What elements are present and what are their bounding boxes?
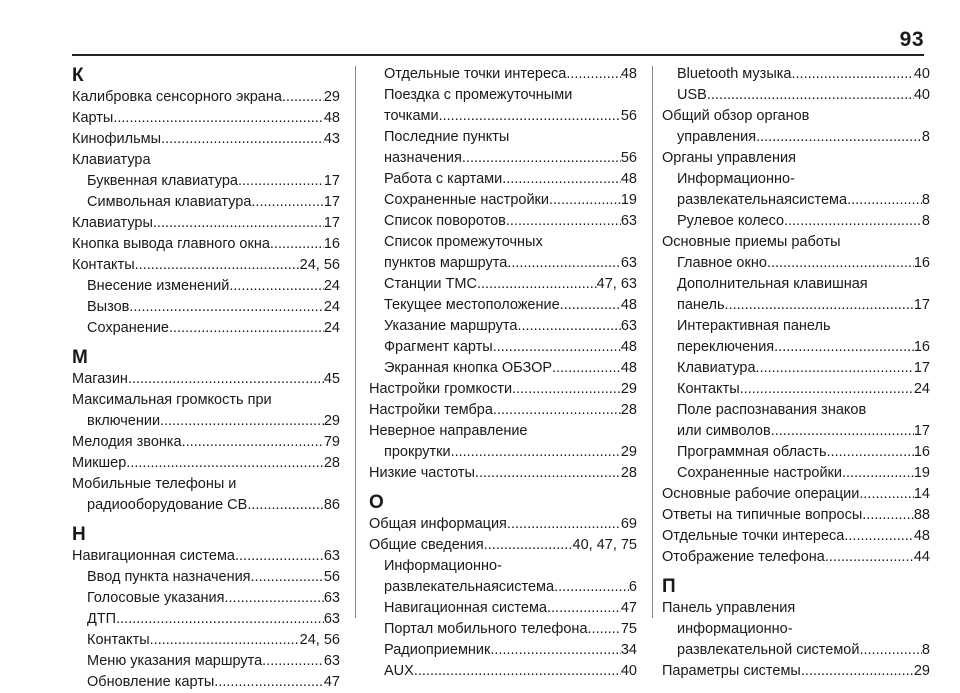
index-column-1	[72, 64, 340, 693]
entry-page-ref: 8	[921, 129, 930, 145]
entry-label: Станции TMC	[384, 276, 477, 292]
entry-page-ref: 17	[913, 360, 930, 376]
index-entry	[662, 253, 930, 274]
entry-page-ref: 48	[620, 171, 637, 187]
entry-label: Настройки громкости	[369, 381, 513, 397]
entry-label: Навигационная система	[384, 600, 547, 616]
section-letter: М	[72, 347, 88, 368]
dot-leader	[214, 672, 324, 693]
entry-page-ref: 16	[913, 255, 930, 271]
entry-page-ref: 40	[913, 66, 930, 82]
entry-page-ref: 48	[620, 297, 637, 313]
entry-label: или символов	[677, 423, 771, 439]
index-entry	[662, 547, 930, 568]
entry-label: Ответы на типичные вопросы	[662, 507, 863, 523]
dot-leader	[517, 316, 620, 337]
entry-page-ref: 63	[323, 653, 340, 669]
index-column-2	[369, 64, 637, 682]
entry-page-ref: 29	[620, 381, 637, 397]
dot-leader	[756, 358, 914, 379]
dot-leader	[756, 127, 922, 148]
entry-label: радиооборудование СВ	[87, 497, 248, 513]
entry-page-ref: 29	[913, 663, 930, 679]
index-entry	[662, 661, 930, 682]
entry-label: Общая информация	[369, 516, 507, 532]
entry-page-ref: 48	[323, 110, 340, 126]
index-entry	[369, 400, 637, 421]
entry-label: Кинофильмы	[72, 131, 162, 147]
dot-leader	[161, 129, 324, 150]
entry-label: точками	[384, 108, 439, 124]
entry-page-ref: 24	[323, 320, 340, 336]
index-entry	[72, 297, 340, 318]
entry-page-ref: 40, 47, 75	[572, 537, 637, 553]
entry-page-ref: 16	[913, 339, 930, 355]
dot-leader	[507, 514, 621, 535]
dot-leader	[859, 640, 921, 661]
index-entry	[72, 588, 340, 609]
entry-page-ref: 24	[323, 278, 340, 294]
index-entry	[662, 337, 930, 358]
entry-label: ДТП	[87, 611, 117, 627]
dot-leader	[160, 411, 324, 432]
entry-page-ref: 24, 56	[299, 257, 340, 273]
dot-leader	[439, 106, 621, 127]
entry-label: Программная область	[677, 444, 827, 460]
index-entry	[369, 514, 637, 535]
entry-page-ref: 75	[620, 621, 637, 637]
index-entry	[369, 337, 637, 358]
dot-leader	[566, 64, 620, 85]
index-entry	[369, 316, 637, 337]
entry-page-ref: 40	[620, 663, 637, 679]
entry-page-ref: 14	[913, 486, 930, 502]
entry-label: Фрагмент карты	[384, 339, 493, 355]
entry-page-ref: 47	[620, 600, 637, 616]
dot-leader	[549, 190, 621, 211]
dot-leader	[116, 609, 324, 630]
dot-leader	[229, 276, 324, 297]
entry-label: Внесение изменений	[87, 278, 230, 294]
index-entry	[72, 432, 340, 453]
index-heading: Последние пункты	[384, 129, 510, 145]
dot-leader	[251, 192, 323, 213]
index-entry	[662, 463, 930, 484]
entry-label: назначения	[384, 150, 462, 166]
dot-leader	[169, 318, 324, 339]
index-entry	[369, 169, 637, 190]
entry-label: Калибровка сенсорного экрана	[72, 89, 282, 105]
entry-page-ref: 63	[323, 611, 340, 627]
entry-page-ref: 6	[628, 579, 637, 595]
entry-page-ref: 16	[323, 236, 340, 252]
dot-leader	[588, 619, 621, 640]
entry-page-ref: 47, 63	[596, 276, 637, 292]
entry-label: Портал мобильного телефона	[384, 621, 588, 637]
dot-leader	[502, 169, 621, 190]
dot-leader	[484, 535, 573, 556]
entry-label: Кнопка вывода главного окна	[72, 236, 270, 252]
index-heading: Клавиатура	[72, 152, 151, 168]
section-letter: Н	[72, 524, 86, 545]
index-entry	[72, 108, 340, 129]
index-entry	[369, 211, 637, 232]
entry-label: Текущее местоположение	[384, 297, 560, 313]
index-entry	[72, 651, 340, 672]
index-entry	[369, 379, 637, 400]
entry-page-ref: 45	[323, 371, 340, 387]
dot-leader	[507, 253, 621, 274]
index-entry	[72, 546, 340, 567]
index-entry	[662, 421, 930, 442]
index-entry	[72, 255, 340, 276]
entry-page-ref: 24	[323, 299, 340, 315]
index-entry	[662, 85, 930, 106]
entry-page-ref: 19	[913, 465, 930, 481]
entry-page-ref: 69	[620, 516, 637, 532]
dot-leader	[153, 213, 324, 234]
entry-label: Отображение телефона	[662, 549, 825, 565]
entry-label: Контакты	[677, 381, 740, 397]
dot-leader	[477, 274, 597, 295]
dot-leader	[774, 337, 914, 358]
entry-label: Навигационная система	[72, 548, 235, 564]
entry-page-ref: 48	[620, 66, 637, 82]
entry-page-ref: 17	[323, 194, 340, 210]
index-heading: Информационно-	[677, 171, 795, 187]
dot-leader	[707, 85, 914, 106]
entry-page-ref: 34	[620, 642, 637, 658]
entry-page-ref: 88	[913, 507, 930, 523]
dot-leader	[182, 432, 324, 453]
index-entry	[72, 411, 340, 432]
entry-page-ref: 28	[323, 455, 340, 471]
entry-label: развлекательной системой	[677, 642, 860, 658]
index-heading: Мобильные телефоны и	[72, 476, 237, 492]
dot-leader	[801, 661, 914, 682]
dot-leader	[493, 400, 621, 421]
dot-leader	[725, 295, 914, 316]
entry-page-ref: 48	[620, 360, 637, 376]
entry-label: Сохранение	[87, 320, 169, 336]
entry-page-ref: 8	[921, 192, 930, 208]
index-entry	[369, 535, 637, 556]
entry-page-ref: 63	[620, 255, 637, 271]
entry-page-ref: 24, 56	[299, 632, 340, 648]
entry-label: Главное окно	[677, 255, 767, 271]
entry-page-ref: 17	[323, 215, 340, 231]
index-entry	[662, 64, 930, 85]
entry-page-ref: 17	[913, 297, 930, 313]
entry-page-ref: 17	[913, 423, 930, 439]
index-entry	[662, 190, 930, 211]
entry-label: Низкие частоты	[369, 465, 475, 481]
dot-leader	[150, 630, 300, 651]
entry-label: Магазин	[72, 371, 128, 387]
entry-label: Bluetooth музыка	[677, 66, 792, 82]
entry-label: включении	[87, 413, 161, 429]
dot-leader	[129, 297, 324, 318]
entry-label: Ввод пункта назначения	[87, 569, 251, 585]
entry-page-ref: 63	[620, 213, 637, 229]
dot-leader	[270, 234, 324, 255]
index-entry	[369, 253, 637, 274]
index-heading: Максимальная громкость при	[72, 392, 272, 408]
dot-leader	[842, 463, 914, 484]
index-entry	[662, 442, 930, 463]
dot-leader	[825, 547, 914, 568]
index-entry	[72, 213, 340, 234]
index-entry	[72, 171, 340, 192]
dot-leader	[493, 337, 621, 358]
page-number: 93	[899, 28, 924, 51]
dot-leader	[282, 87, 324, 108]
entry-label: Общие сведения	[369, 537, 484, 553]
entry-page-ref: 63	[620, 318, 637, 334]
entry-page-ref: 48	[620, 339, 637, 355]
entry-label: Клавиатуры	[72, 215, 153, 231]
entry-label: Параметры системы	[662, 663, 801, 679]
dot-leader	[554, 577, 629, 598]
header-rule	[72, 54, 924, 56]
entry-page-ref: 43	[323, 131, 340, 147]
index-entry	[369, 295, 637, 316]
entry-label: переключения	[677, 339, 775, 355]
entry-page-ref: 8	[921, 213, 930, 229]
index-heading: Список промежуточных	[384, 234, 543, 250]
entry-label: Сохраненные настройки	[384, 192, 549, 208]
entry-label: Работа с картами	[384, 171, 503, 187]
section-letter: О	[369, 492, 384, 513]
dot-leader	[235, 546, 324, 567]
index-heading: информационно-	[677, 621, 793, 637]
index-entry	[369, 190, 637, 211]
entry-page-ref: 29	[323, 413, 340, 429]
entry-page-ref: 24	[913, 381, 930, 397]
entry-page-ref: 63	[323, 548, 340, 564]
entry-label: Рулевое колесо	[677, 213, 785, 229]
index-entry	[72, 318, 340, 339]
index-entry	[662, 127, 930, 148]
entry-page-ref: 29	[323, 89, 340, 105]
dot-leader	[844, 526, 913, 547]
dot-leader	[490, 640, 620, 661]
index-entry	[369, 640, 637, 661]
index-entry	[662, 379, 930, 400]
dot-leader	[847, 190, 922, 211]
index-entry	[369, 661, 637, 682]
index-entry	[369, 64, 637, 85]
entry-label: Контакты	[72, 257, 135, 273]
column-separator-2	[652, 66, 653, 618]
entry-page-ref: 47	[323, 674, 340, 690]
entry-label: Указание маршрута	[384, 318, 518, 334]
entry-label: Список поворотов	[384, 213, 506, 229]
index-entry	[369, 274, 637, 295]
index-entry	[72, 495, 340, 516]
entry-page-ref: 17	[323, 173, 340, 189]
entry-page-ref: 19	[620, 192, 637, 208]
dot-leader	[552, 358, 621, 379]
entry-label: Карты	[72, 110, 114, 126]
entry-label: Голосовые указания	[87, 590, 225, 606]
entry-label: панель	[677, 297, 725, 313]
index-column-3	[662, 64, 930, 682]
index-entry	[662, 295, 930, 316]
index-entry	[72, 567, 340, 588]
index-entry	[369, 106, 637, 127]
dot-leader	[827, 442, 914, 463]
dot-leader	[771, 421, 914, 442]
entry-label: управления	[677, 129, 757, 145]
entry-label: Отдельные точки интереса	[384, 66, 567, 82]
index-entry	[72, 672, 340, 693]
index-entry	[662, 211, 930, 232]
entry-label: Отдельные точки интереса	[662, 528, 845, 544]
entry-label: развлекательнаясистема	[384, 579, 555, 595]
dot-leader	[135, 255, 300, 276]
index-entry	[369, 619, 637, 640]
dot-leader	[225, 588, 324, 609]
index-entry	[662, 526, 930, 547]
entry-page-ref: 40	[913, 87, 930, 103]
entry-label: пунктов маршрута	[384, 255, 508, 271]
index-entry	[72, 192, 340, 213]
index-entry	[72, 369, 340, 390]
dot-leader	[740, 379, 914, 400]
entry-label: USB	[677, 87, 707, 103]
column-separator-1	[355, 66, 356, 618]
dot-leader	[560, 295, 621, 316]
index-entry	[369, 148, 637, 169]
index-entry	[72, 630, 340, 651]
entry-label: Контакты	[87, 632, 150, 648]
entry-page-ref: 79	[323, 434, 340, 450]
index-entry	[369, 463, 637, 484]
index-entry	[662, 358, 930, 379]
dot-leader	[238, 171, 324, 192]
index-entry	[72, 453, 340, 474]
entry-page-ref: 28	[620, 402, 637, 418]
entry-page-ref: 63	[323, 590, 340, 606]
entry-page-ref: 8	[921, 642, 930, 658]
dot-leader	[862, 505, 914, 526]
entry-label: Основные рабочие операции	[662, 486, 860, 502]
index-entry	[72, 234, 340, 255]
index-heading: Панель управления	[662, 600, 796, 616]
dot-leader	[462, 148, 621, 169]
entry-page-ref: 48	[913, 528, 930, 544]
entry-label: Настройки тембра	[369, 402, 493, 418]
entry-label: развлекательнаясистема	[677, 192, 848, 208]
index-entry	[72, 276, 340, 297]
dot-leader	[451, 442, 621, 463]
index-heading: Органы управления	[662, 150, 796, 166]
entry-page-ref: 29	[620, 444, 637, 460]
dot-leader	[128, 369, 324, 390]
entry-page-ref: 56	[620, 108, 637, 124]
index-entry	[369, 358, 637, 379]
entry-page-ref: 44	[913, 549, 930, 565]
index-heading: Интерактивная панель	[677, 318, 831, 334]
index-entry	[72, 129, 340, 150]
index-entry	[72, 609, 340, 630]
entry-label: Мелодия звонка	[72, 434, 182, 450]
dot-leader	[414, 661, 621, 682]
dot-leader	[506, 211, 621, 232]
entry-label: AUX	[384, 663, 414, 679]
entry-page-ref: 16	[913, 444, 930, 460]
entry-label: Экранная кнопка ОБЗОР	[384, 360, 553, 376]
dot-leader	[126, 453, 324, 474]
index-heading: Поездка с промежуточными	[384, 87, 573, 103]
dot-leader	[247, 495, 324, 516]
entry-label: Радиоприемник	[384, 642, 491, 658]
index-entry	[662, 640, 930, 661]
index-entry	[369, 598, 637, 619]
index-heading: Основные приемы работы	[662, 234, 841, 250]
section-letter: П	[662, 576, 676, 597]
entry-page-ref: 28	[620, 465, 637, 481]
dot-leader	[859, 484, 913, 505]
entry-label: Сохраненные настройки	[677, 465, 842, 481]
index-entry	[369, 577, 637, 598]
index-entry	[662, 484, 930, 505]
entry-label: Буквенная клавиатура	[87, 173, 238, 189]
entry-label: Микшер	[72, 455, 127, 471]
dot-leader	[767, 253, 914, 274]
dot-leader	[791, 64, 913, 85]
entry-page-ref: 56	[620, 150, 637, 166]
entry-label: Символьная клавиатура	[87, 194, 252, 210]
index-entry	[369, 442, 637, 463]
index-heading: Дополнительная клавишная	[677, 276, 868, 292]
index-entry	[662, 505, 930, 526]
index-heading: Неверное направление	[369, 423, 528, 439]
dot-leader	[113, 108, 324, 129]
index-heading: Поле распознавания знаков	[677, 402, 867, 418]
index-entry	[72, 87, 340, 108]
dot-leader	[262, 651, 324, 672]
entry-label: Вызов	[87, 299, 130, 315]
entry-label: Меню указания маршрута	[87, 653, 263, 669]
dot-leader	[512, 379, 621, 400]
entry-page-ref: 56	[323, 569, 340, 585]
index-heading: Общий обзор органов	[662, 108, 810, 124]
dot-leader	[251, 567, 324, 588]
entry-page-ref: 86	[323, 497, 340, 513]
section-letter: К	[72, 65, 84, 86]
dot-leader	[547, 598, 621, 619]
dot-leader	[784, 211, 922, 232]
entry-label: Обновление карты	[87, 674, 215, 690]
dot-leader	[475, 463, 621, 484]
index-heading: Информационно-	[384, 558, 502, 574]
entry-label: прокрутки	[384, 444, 451, 460]
entry-label: Клавиатура	[677, 360, 756, 376]
